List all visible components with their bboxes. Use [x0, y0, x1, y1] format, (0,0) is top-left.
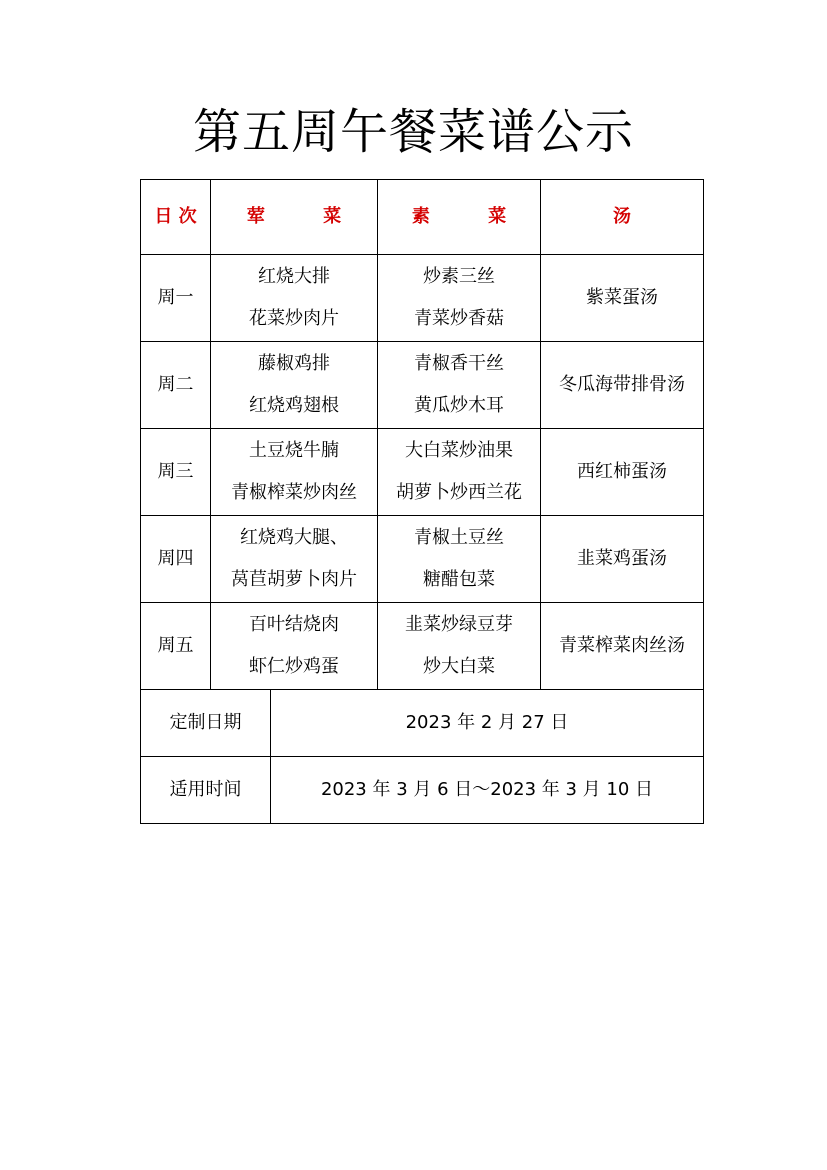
meat-dishes-cell — [211, 429, 378, 516]
table-row — [141, 603, 704, 690]
page-title: 第五周午餐菜谱公示 — [192, 104, 634, 160]
dish: 土豆烧牛腩 — [249, 440, 339, 461]
veg-dishes-cell — [378, 516, 541, 603]
table-row — [141, 516, 704, 603]
made-date-value: 2023 年 2 月 27 日 — [271, 690, 704, 757]
dish: 青椒榨菜炒肉丝 — [231, 482, 357, 503]
header-day: 日 次 — [141, 180, 211, 255]
day-cell: 周一 — [141, 255, 211, 342]
made-date-row — [141, 690, 704, 757]
dish: 青椒土豆丝 — [414, 527, 504, 548]
table-row — [141, 429, 704, 516]
header-soup: 汤 — [541, 180, 704, 255]
dish: 青椒香干丝 — [414, 353, 504, 374]
dish: 红烧鸡大腿、 — [240, 527, 348, 548]
period-value: 2023 年 3 月 6 日～2023 年 3 月 10 日 — [271, 757, 704, 824]
soup-cell: 紫菜蛋汤 — [541, 255, 704, 342]
table-row — [141, 342, 704, 429]
day-cell: 周三 — [141, 429, 211, 516]
dish: 韭菜炒绿豆芽 — [405, 614, 513, 635]
veg-dishes-cell — [378, 255, 541, 342]
meat-dishes-cell — [211, 255, 378, 342]
menu-table — [140, 179, 704, 824]
header-meat: 荤 菜 — [211, 180, 378, 255]
header-row — [141, 180, 704, 255]
dish: 莴苣胡萝卜肉片 — [231, 569, 357, 590]
veg-dishes-cell — [378, 603, 541, 690]
dish: 炒素三丝 — [423, 266, 495, 287]
soup-cell: 冬瓜海带排骨汤 — [541, 342, 704, 429]
day-cell: 周二 — [141, 342, 211, 429]
soup-cell: 韭菜鸡蛋汤 — [541, 516, 704, 603]
dish: 黄瓜炒木耳 — [414, 395, 504, 416]
meat-dishes-cell — [211, 516, 378, 603]
veg-dishes-cell — [378, 429, 541, 516]
dish: 百叶结烧肉 — [249, 614, 339, 635]
dish: 藤椒鸡排 — [258, 353, 330, 374]
period-label: 适用时间 — [141, 757, 271, 824]
dish: 红烧大排 — [258, 266, 330, 287]
day-cell: 周四 — [141, 516, 211, 603]
dish: 糖醋包菜 — [423, 569, 495, 590]
meat-dishes-cell — [211, 603, 378, 690]
header-veg: 素 菜 — [378, 180, 541, 255]
dish: 红烧鸡翅根 — [249, 395, 339, 416]
period-row — [141, 757, 704, 824]
made-date-label: 定制日期 — [141, 690, 271, 757]
veg-dishes-cell — [378, 342, 541, 429]
soup-cell: 西红柿蛋汤 — [541, 429, 704, 516]
dish: 大白菜炒油果 — [405, 440, 513, 461]
dish: 炒大白菜 — [423, 656, 495, 677]
dish: 胡萝卜炒西兰花 — [396, 482, 522, 503]
meat-dishes-cell — [211, 342, 378, 429]
table-row — [141, 255, 704, 342]
dish: 花菜炒肉片 — [249, 308, 339, 329]
dish: 青菜炒香菇 — [414, 308, 504, 329]
dish: 虾仁炒鸡蛋 — [249, 656, 339, 677]
soup-cell: 青菜榨菜肉丝汤 — [541, 603, 704, 690]
day-cell: 周五 — [141, 603, 211, 690]
